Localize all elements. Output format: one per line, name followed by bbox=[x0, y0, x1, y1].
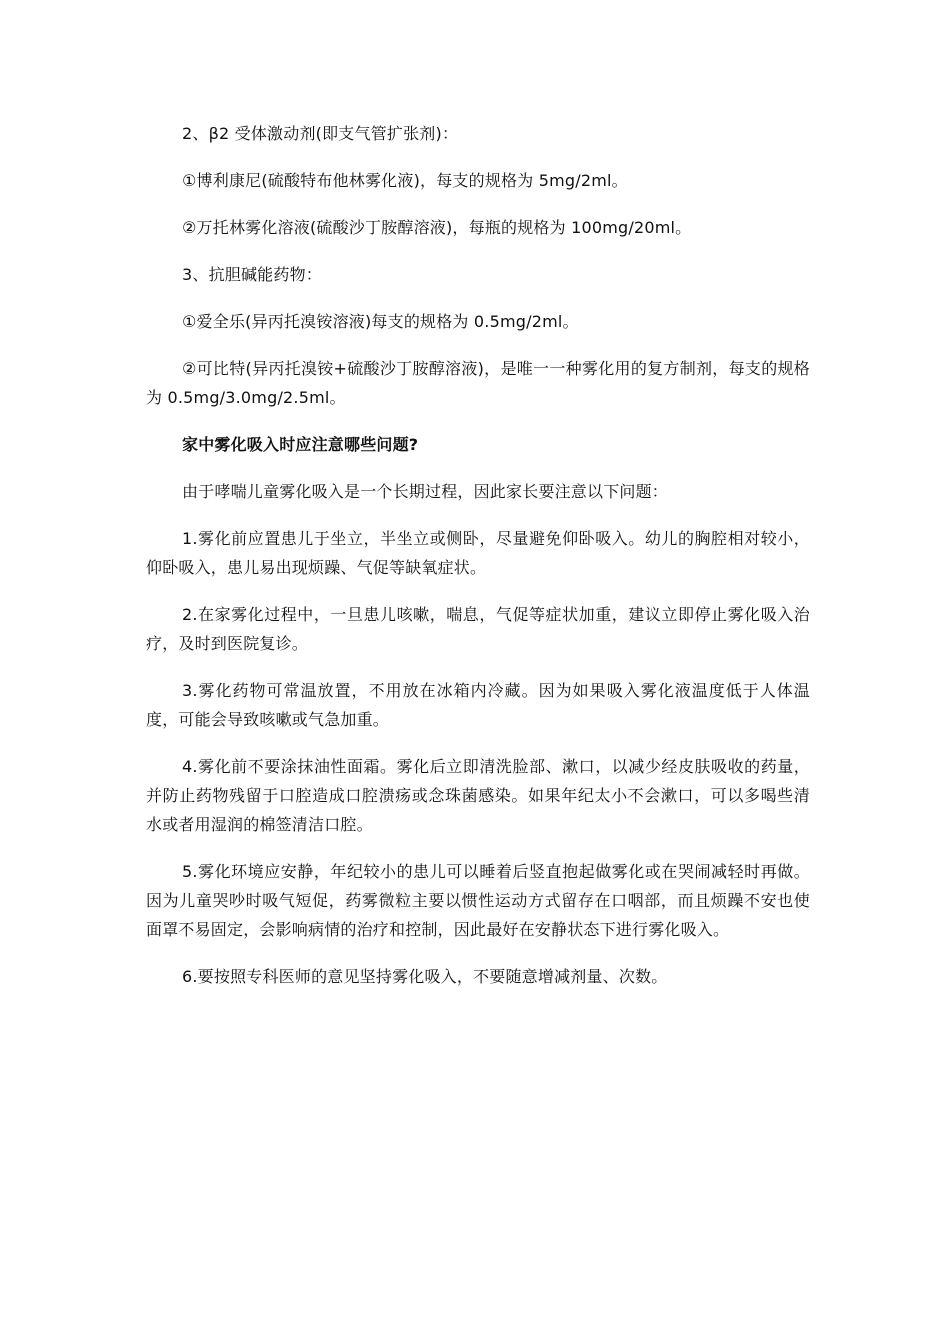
paragraph-bricanyl: ①博利康尼(硫酸特布他林雾化液)，每支的规格为 5mg/2ml。 bbox=[182, 171, 628, 190]
section-heading-beta2-agonists: 2、β2 受体激动剂(即支气管扩张剂)： bbox=[182, 124, 459, 143]
paragraph-point-6: 6.要按照专科医师的意见坚持雾化吸入，不要随意增减剂量、次数。 bbox=[182, 967, 668, 986]
paragraph-intro: 由于哮喘儿童雾化吸入是一个长期过程，因此家长要注意以下问题： bbox=[182, 482, 669, 501]
paragraph-point-5: 5.雾化环境应安静，年纪较小的患儿可以睡着后竖直抱起做雾化或在哭闹减轻时再做。因为儿童哭吵时吸气短促，药雾微粒主要以惯性运动方式留存在口咽部，而且烦躁不安也使面罩不易固定，会影响病情的治疗和控制，因此最好在安静状态下进行雾化吸入。 bbox=[146, 862, 810, 939]
paragraph-ventolin: ②万托林雾化溶液(硫酸沙丁胺醇溶液)，每瓶的规格为 100mg/20ml。 bbox=[182, 218, 692, 237]
paragraph-point-4: 4.雾化前不要涂抹油性面霜。雾化后立即清洗脸部、漱口，以减少经皮肤吸收的药量，并防止药物残留于口腔造成口腔溃疡或念珠菌感染。如果年纪太小不会漱口，可以多喝些清水或者用湿润的棉签清洁口腔。 bbox=[146, 757, 810, 834]
paragraph-point-3: 3.雾化药物可常温放置，不用放在冰箱内冷藏。因为如果吸入雾化液温度低于人体温度，可能会导致咳嗽或气急加重。 bbox=[146, 681, 810, 729]
section-heading-home-nebulization: 家中雾化吸入时应注意哪些问题? bbox=[182, 435, 419, 454]
paragraph-combivent: ②可比特(异丙托溴铵+硫酸沙丁胺醇溶液)，是唯一一种雾化用的复方制剂，每支的规格为 0.5mg/3.0mg/2.5ml。 bbox=[146, 359, 810, 407]
paragraph-point-1: 1.雾化前应置患儿于坐立，半坐立或侧卧，尽量避免仰卧吸入。幼儿的胸腔相对较小，仰卧吸入，患儿易出现烦躁、气促等缺氧症状。 bbox=[146, 529, 810, 577]
paragraph-atrovent: ①爱全乐(异丙托溴铵溶液)每支的规格为 0.5mg/2ml。 bbox=[182, 312, 579, 331]
section-heading-anticholinergics: 3、抗胆碱能药物： bbox=[182, 265, 322, 284]
paragraph-point-2: 2.在家雾化过程中，一旦患儿咳嗽，喘息，气促等症状加重，建议立即停止雾化吸入治疗，及时到医院复诊。 bbox=[146, 605, 810, 653]
document-body bbox=[146, 119, 810, 1009]
